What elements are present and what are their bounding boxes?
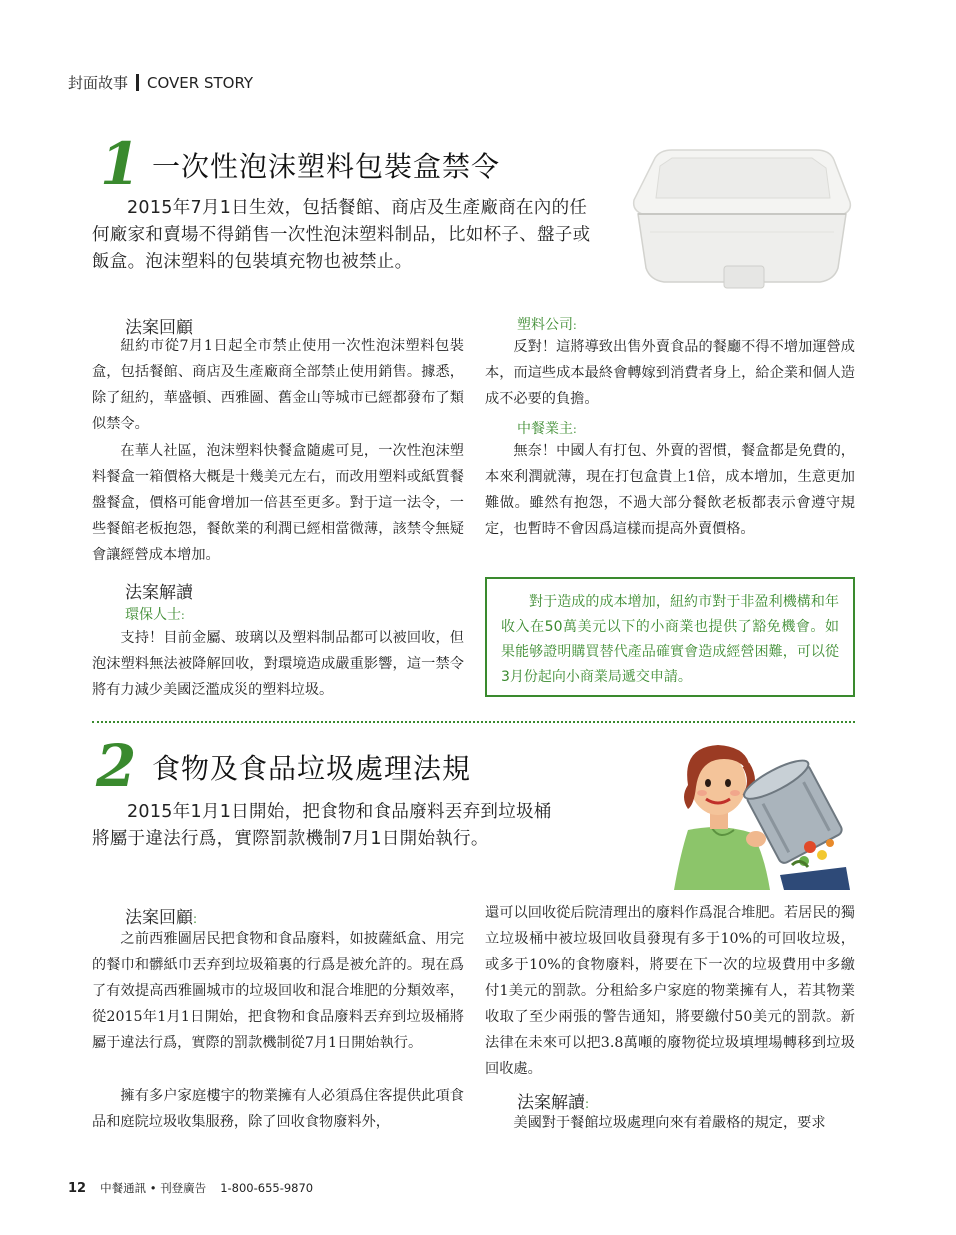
page-footer bbox=[68, 1180, 313, 1196]
footer-phone: 1-800-655-9870 bbox=[220, 1181, 314, 1195]
callout-text: 對于造成的成本增加，紐約市對于非盈利機構和年收入在50萬美元以下的小商業也提供了豁免機會。如果能够證明購買替代產品確實會造成經營困難，可以從3月份起向小商業局遞交申請。 bbox=[501, 594, 839, 685]
role-plastic: 塑料公司: bbox=[517, 317, 577, 333]
section1-title: 一次性泡沫塑料包裝盒禁令 bbox=[152, 150, 501, 183]
section-header bbox=[68, 72, 253, 93]
s2-interp-heading: 法案解讀: bbox=[517, 1093, 590, 1113]
s1-interp-heading: 法案解讀 bbox=[125, 583, 193, 603]
section-label-cn: 封面故事 bbox=[68, 74, 129, 92]
s1-review-heading: 法案回顧 bbox=[125, 318, 193, 338]
s2-review-p1: 之前西雅圖居民把食物和食品廢料，如披薩紙盒、用完的餐巾和髒紙巾丟弃到垃圾箱裏的行爲是被允許的。現在爲了有效提高西雅圖城市的垃圾回收和混合堆肥的分類效率，從2015年1月1日開始，把食物和食品廢料丟弃到垃圾桶將 屬于違法行爲，實際的罰款機制從7月1日開始執行。 bbox=[92, 931, 479, 1051]
exemption-callout bbox=[485, 577, 855, 697]
footer-publication: 中餐通訊 • 刊登廣告 bbox=[100, 1181, 207, 1195]
section2-number: 2 bbox=[96, 732, 137, 800]
section-label-en: COVER STORY bbox=[147, 73, 254, 92]
section1-lead: 2015年7月1日生效，包括餐館、商店及生產廠商在內的任何廠家和賣場不得銷售一次性泡沫塑料制品，比如杯子、盤子或飯盒。泡沫塑料的包裝填充物也被禁止。 bbox=[92, 198, 591, 272]
restaurant-text: 無奈！中國人有打包、外賣的習慣，餐盒都是免費的，本來利潤就薄，現在打包盒貴上1倍，成本增加，生意更加難做。雖然有抱怨，不過大部分餐飲老板都表示會遵守規定，也暫時不會因爲這樣而提高外賣價格。 bbox=[485, 443, 855, 537]
section2-lead: 2015年1月1日開始，把食物和食品廢料丟弃到垃圾桶將屬于違法行爲，實際罰款機制7月1日開始執行。 bbox=[92, 802, 552, 849]
section1-number: 1 bbox=[100, 130, 141, 198]
s2-review-p2-cont: 還可以回收從后院清理出的廢料作爲混合堆肥。若居民的獨立垃圾桶中被垃圾回收員發現有多于10%的可回收垃圾，或多于10%的食物廢料，將要在下一次的垃圾費用中多繳付1美元的罰款。分租給多户家庭的物業擁有人，若其物業收取了至少兩張的警告通知，將要繳付50美元的罰款。新法律在未來可以把3.8萬噸的廢物從垃圾填埋場轉移到垃圾回收處。 bbox=[485, 905, 855, 1077]
s2-interp-text: 美國對于餐館垃圾處理向來有着嚴格的規定，要求 bbox=[513, 1115, 826, 1131]
env-text: 支持！目前金屬、玻璃以及塑料制品都可以被回收，但泡沫塑料無法被降解回收，對環境造成嚴重影響，這一禁令將有力減少美國泛濫成災的塑料垃圾。 bbox=[92, 630, 464, 698]
role-restaurant: 中餐業主: bbox=[517, 421, 577, 437]
woman-trash-illustration bbox=[660, 735, 855, 890]
header-divider bbox=[136, 74, 139, 91]
section2-title: 食物及食品垃圾處理法規 bbox=[152, 752, 472, 785]
s1-review-p1: 紐約市從7月1日起全市禁止使用一次性泡沫塑料包裝盒，包括餐館、商店及生產廠商全部禁止使用銷售。據悉，除了紐約，華盛頓、西雅圖、舊金山等城市已經都發布了類似禁令。 bbox=[92, 338, 464, 432]
section-divider bbox=[92, 721, 855, 723]
role-env: 環保人士: bbox=[125, 607, 185, 623]
s2-review-p2: 擁有多户家庭樓宇的物業擁有人必須爲住客提供此項食品和庭院垃圾收集服務，除了回收食物廢料外， bbox=[92, 1088, 464, 1130]
foam-container-image bbox=[620, 140, 860, 300]
s1-review-p2: 在華人社區，泡沫塑料快餐盒隨處可見，一次性泡沫塑料餐盒一箱價格大概是十幾美元左右，而改用塑料或紙質餐盤餐盒，價格可能會增加一倍甚至更多。對于這一法令，一些餐館老板抱怨，餐飲業的利潤已經相當微薄，該禁令無疑會讓經營成本增加。 bbox=[92, 443, 464, 563]
plastic-text: 反對！這將導致出售外賣食品的餐廳不得不增加運營成本，而這些成本最終會轉嫁到消費者身上，給企業和個人造成不必要的負擔。 bbox=[485, 339, 855, 407]
page-number: 12 bbox=[68, 1181, 87, 1196]
s2-review-heading: 法案回顧: bbox=[125, 908, 198, 928]
